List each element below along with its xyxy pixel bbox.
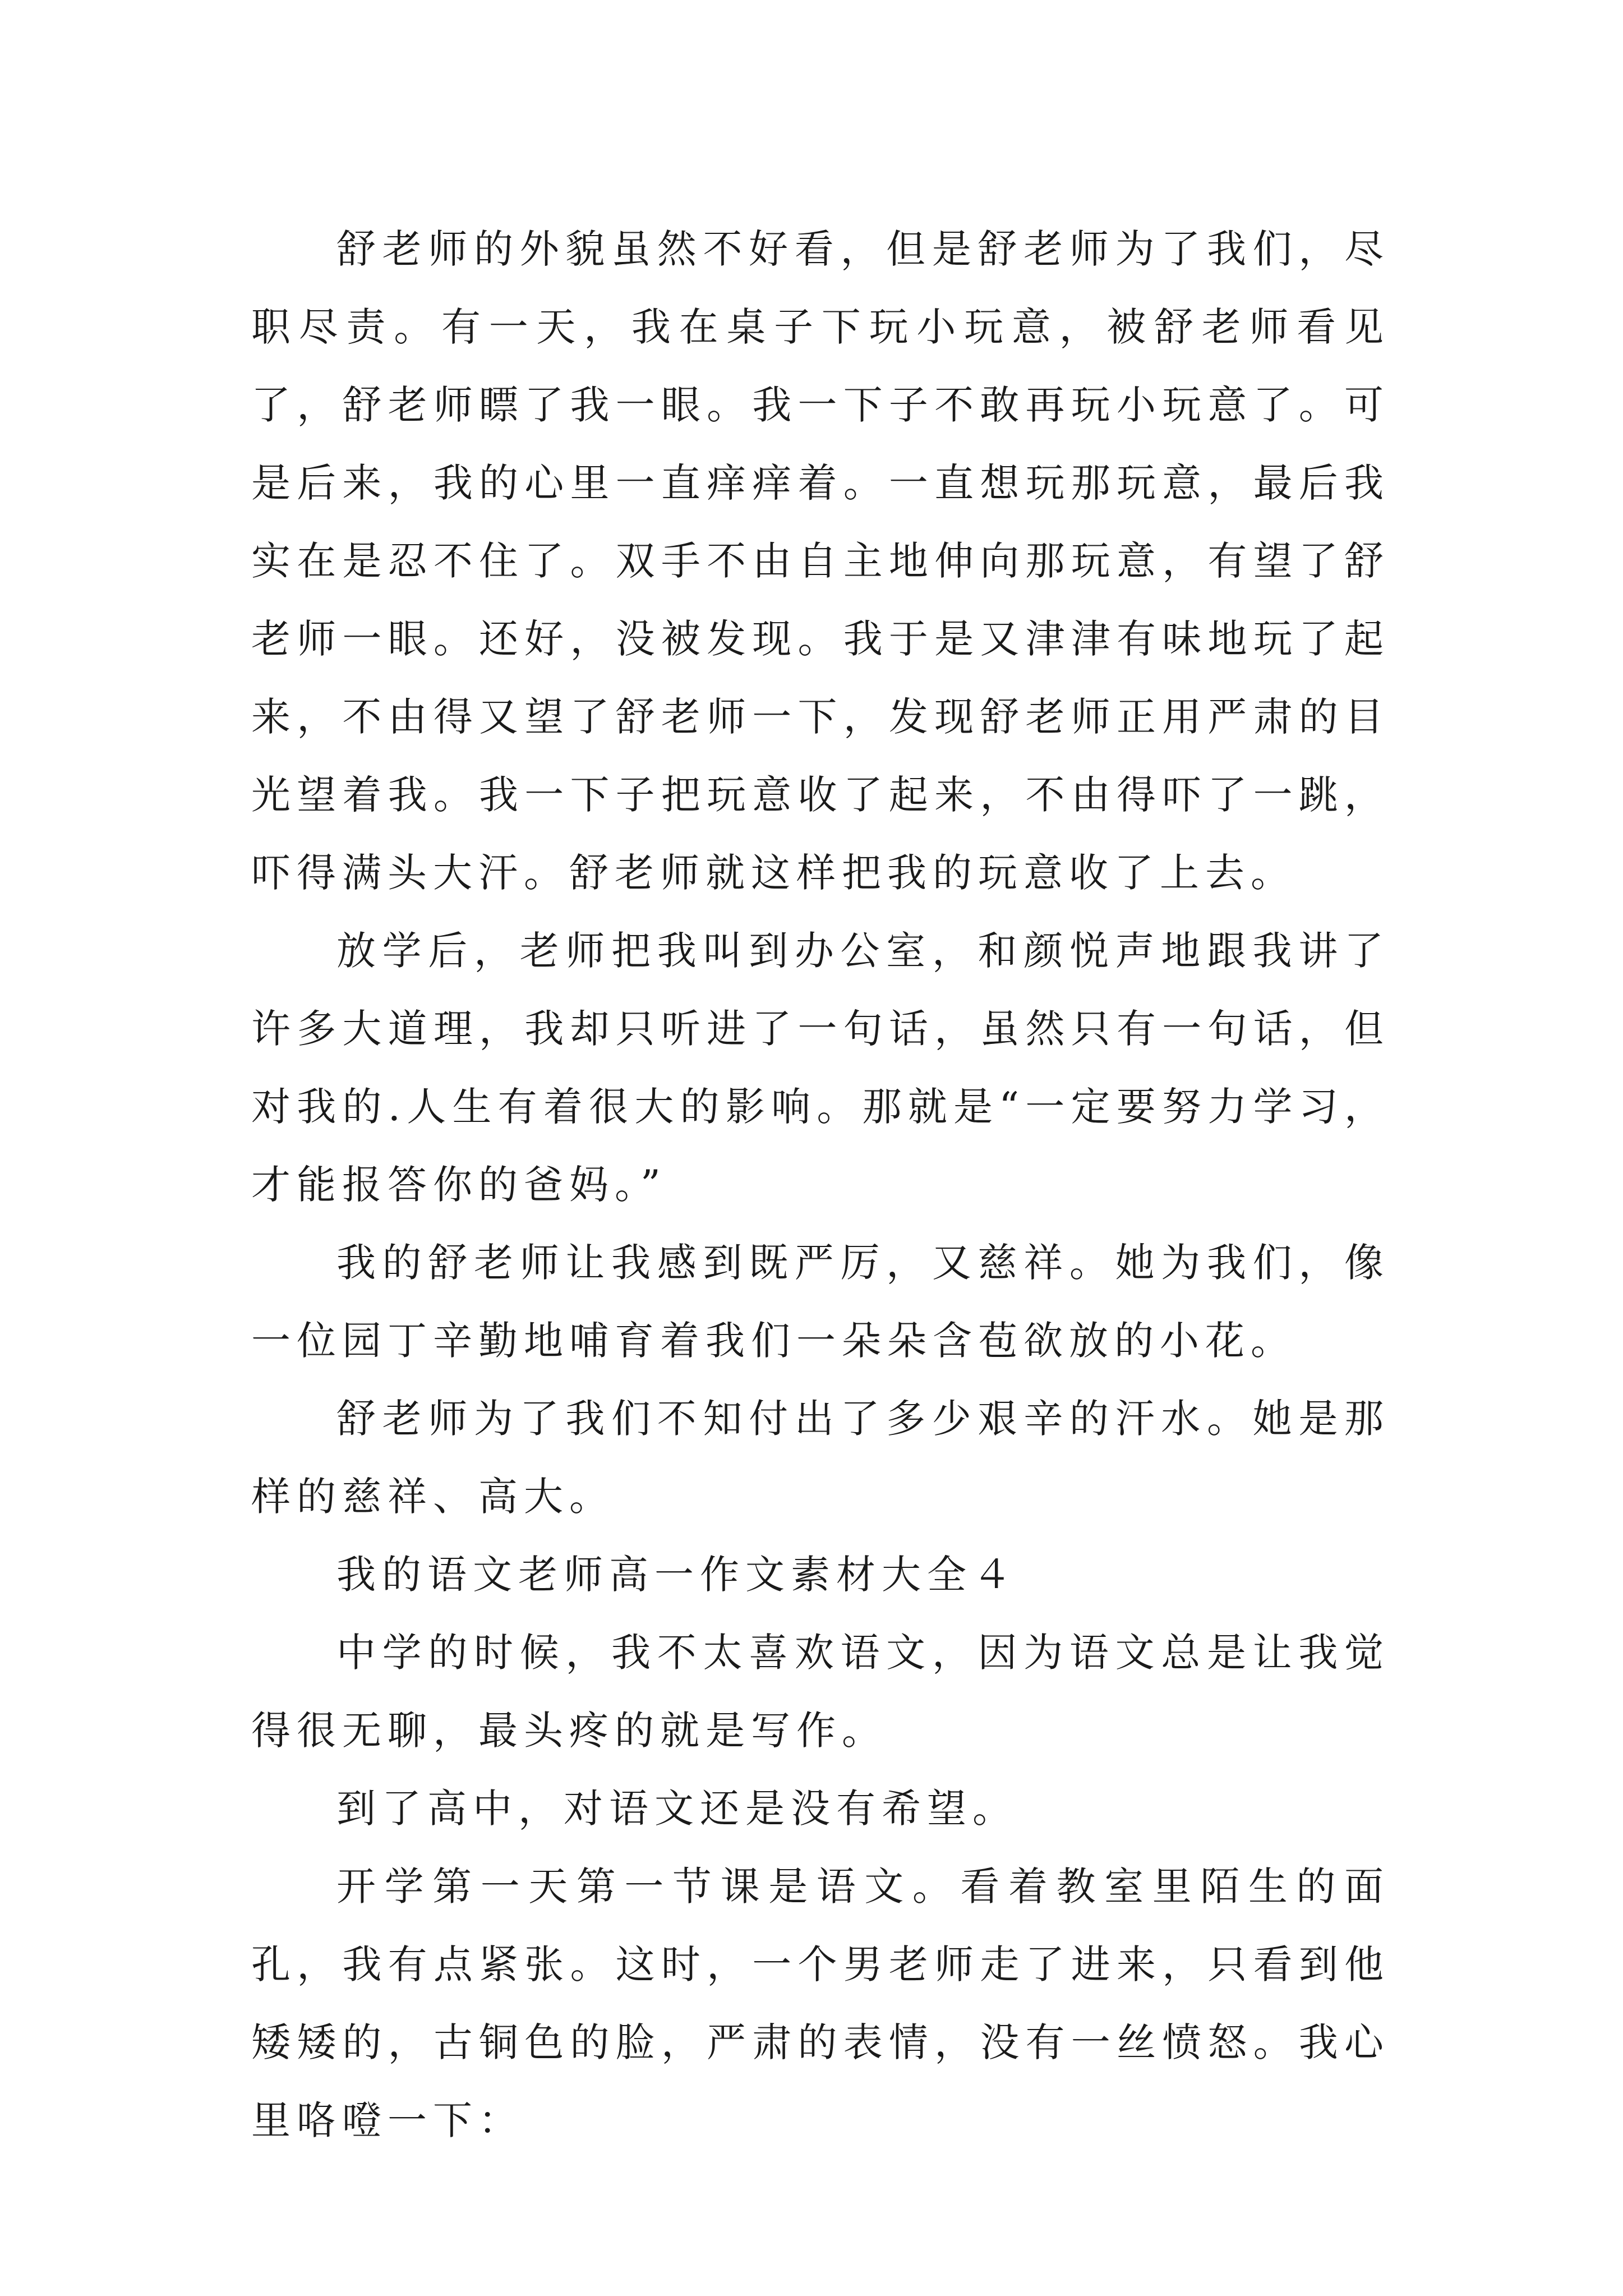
paragraph-6: 到了高中，对语文还是没有希望。 <box>336 1786 1018 1832</box>
paragraph-4: 舒老师为了我们不知付出了多少艰辛的汗水。她是那样的慈祥、高大。 <box>251 1396 1390 1520</box>
paragraph-2: 放学后，老师把我叫到办公室，和颜悦声地跟我讲了许多大道理，我却只听进了一句话，虽然只有一句话，但对我的.人生有着很大的影响。那就是“一定要努力学习，才能报答你的爸妈。” <box>251 928 1390 1208</box>
document-body <box>251 210 1390 2160</box>
paragraph-1: 舒老师的外貌虽然不好看，但是舒老师为了我们，尽职尽责。有一天，我在桌子下玩小玩意，被舒老师看见了，舒老师瞟了我一眼。我一下子不敢再玩小玩意了。可是后来，我的心里一直痒痒着。一直想玩那玩意，最后我实在是忍不住了。双手不由自主地伸向那玩意，有望了舒老师一眼。还好，没被发现。我于是又津津有味地玩了起来，不由得又望了舒老师一下，发现舒老师正用严肃的目光望着我。我一下子把玩意收了起来，不由得吓了一跳，吓得满头大汗。舒老师就这样把我的玩意收了上去。 <box>251 226 1390 896</box>
paragraph-7: 开学第一天第一节课是语文。看着教室里陌生的面孔，我有点紧张。这时，一个男老师走了进来，只看到他矮矮的，古铜色的脸，严肃的表情，没有一丝愤怒。我心里咯噔一下： <box>251 1864 1390 2143</box>
paragraph-3: 我的舒老师让我感到既严厉，又慈祥。她为我们，像一位园丁辛勤地哺育着我们一朵朵含苞欲放的小花。 <box>251 1240 1390 1364</box>
section-heading: 我的语文老师高一作文素材大全４ <box>336 1552 1018 1598</box>
paragraph-5: 中学的时候，我不太喜欢语文，因为语文总是让我觉得很无聊，最头疼的就是写作。 <box>251 1630 1390 1754</box>
